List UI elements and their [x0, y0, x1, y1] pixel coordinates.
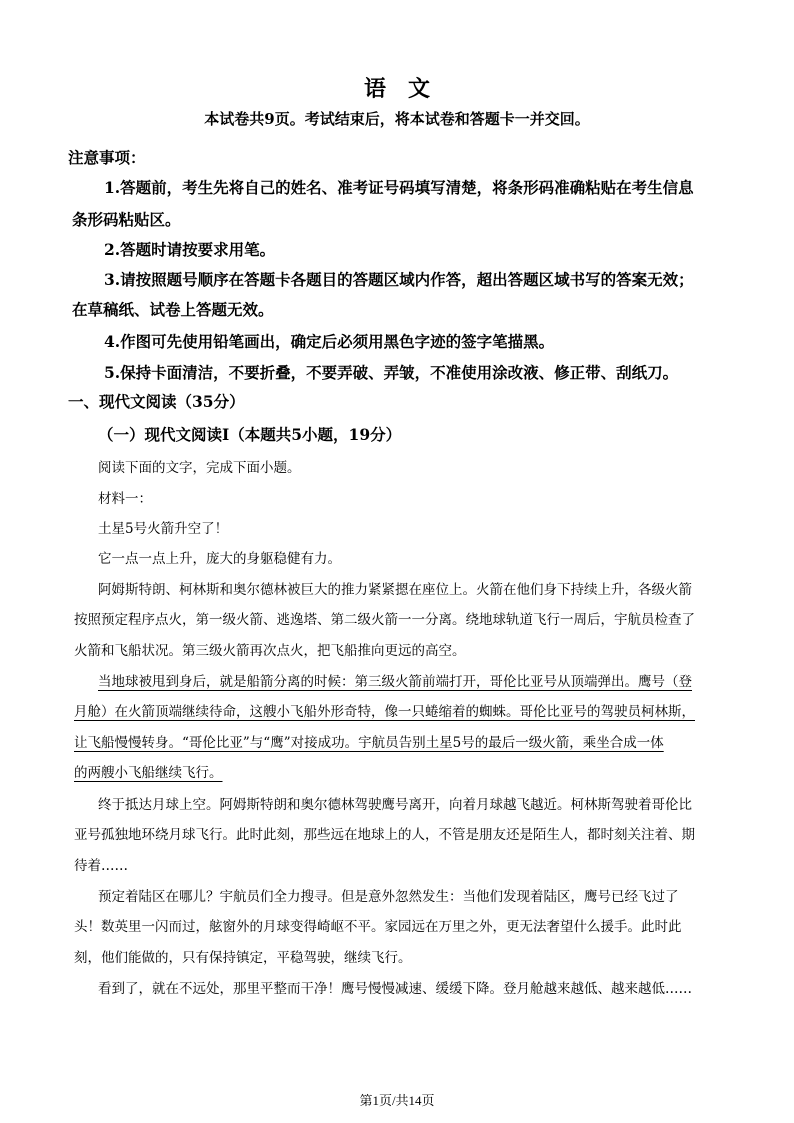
notice-line: 条形码粘贴区。 — [72, 210, 181, 229]
body-line: 看到了，就在不远处，那里平整而干净！鹰号慢慢减速、缓缓下降。登月舱越来越低、越来越低…… — [98, 981, 692, 997]
notice-line: 1.答题前，考生先将自己的姓名、准考证号码填写清楚，将条形码准确粘贴在考生信息 — [104, 178, 694, 197]
body-line: 土星5号火箭升空了！ — [98, 521, 229, 537]
underlined-line: 当地球被甩到身后，就是船箭分离的时候：第三级火箭前端打开，哥伦比亚号从顶端弹出。鹰号（登 — [98, 674, 692, 690]
notice-line: 5.保持卡面清洁，不要折叠，不要弄破、弄皱，不准使用涂改液、修正带、刮纸刀。 — [104, 363, 679, 382]
body-line: 它一点一点上升，庞大的身躯稳健有力。 — [98, 551, 341, 567]
notice-line: 在草稿纸、试卷上答题无效。 — [72, 300, 274, 319]
body-line: 亚号孤独地环绕月球飞行。此时此刻，那些远在地球上的人，不管是朋友还是陌生人，都时刻关注着、期 — [74, 827, 695, 843]
material-label: 材料一： — [98, 491, 152, 507]
body-line: 按照预定程序点火，第一级火箭、逃逸塔、第二级火箭一一分离。绕地球轨道飞行一周后，宇航员检查了 — [74, 612, 695, 628]
underlined-line: 月舱）在火箭顶端继续待命，这艘小飞船外形奇特，像一只蜷缩着的蜘蛛。哥伦比亚号的驾驶员柯林斯， — [74, 704, 695, 720]
notice-header: 注意事项： — [68, 148, 146, 167]
body-line: 阿姆斯特朗、柯林斯和奥尔德林被巨大的推力紧紧摁在座位上。火箭在他们身下持续上升，各级火箭 — [98, 582, 692, 598]
exam-subtitle: 本试卷共9页。考试结束后，将本试卷和答题卡一并交回。 — [204, 110, 590, 128]
body-line: 终于抵达月球上空。阿姆斯特朗和奥尔德林驾驶鹰号离开，向着月球越飞越近。柯林斯驾驶着哥伦比 — [98, 797, 692, 813]
body-line: 刻，他们能做的，只有保持镇定，平稳驾驶，继续飞行。 — [74, 950, 412, 966]
notice-line: 3.请按照题号顺序在答题卡各题目的答题区域内作答，超出答题区域书写的答案无效； — [104, 270, 694, 289]
underlined-line: 的两艘小飞船继续飞行。 — [74, 765, 223, 781]
subsection-heading: （一）现代文阅读Ⅰ（本题共5小题，19分） — [98, 425, 402, 444]
section-heading: 一、现代文阅读（35分） — [68, 392, 245, 411]
body-line: 火箭和飞船状况。第三级火箭再次点火，把飞船推向更远的高空。 — [74, 643, 466, 659]
notice-line: 2.答题时请按要求用笔。 — [104, 240, 276, 259]
body-line: 预定着陆区在哪儿？宇航员们全力搜寻。但是意外忽然发生：当他们发现着陆区，鹰号已经飞过了 — [98, 889, 679, 905]
page-number: 第1页/共14页 — [359, 1093, 435, 1108]
notice-line: 4.作图可先使用铅笔画出，确定后必须用黑色字迹的签字笔描黑。 — [104, 332, 555, 351]
page-title: 语文 — [363, 76, 452, 102]
underlined-line: 让飞船慢慢转身。“哥伦比亚”与“鹰”对接成功。宇航员告别土星5号的最后一级火箭，乘坐合成一体 — [74, 735, 664, 751]
body-line: 头！数英里一闪而过，舷窗外的月球变得崎岖不平。家园远在万里之外，更无法奢望什么援手。此时此 — [74, 919, 682, 935]
body-line: 待着…… — [74, 858, 128, 874]
instruction-text: 阅读下面的文字，完成下面小题。 — [98, 460, 301, 476]
